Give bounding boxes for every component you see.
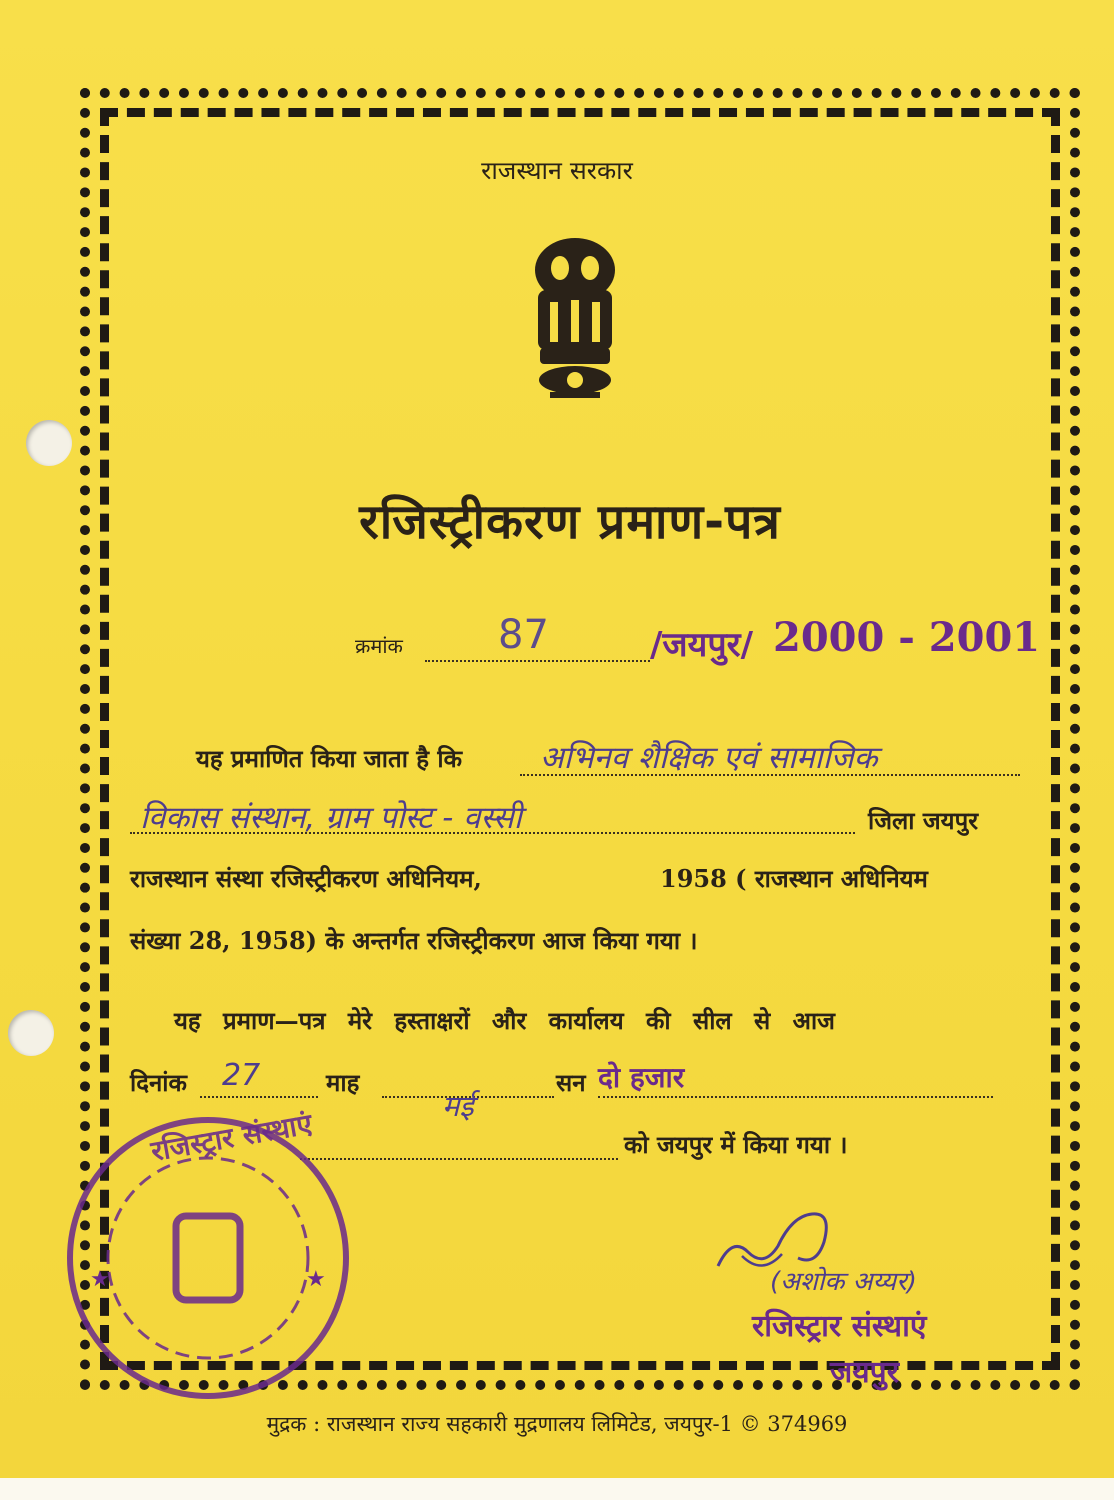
- issuance-text: यह प्रमाण—पत्र मेरे हस्ताक्षरों और कार्यालय की सील से आज: [174, 1006, 835, 1035]
- registrar-place-stamp: जयपुर: [830, 1355, 899, 1390]
- certification-intro: यह प्रमाणित किया जाता है कि: [196, 744, 463, 773]
- svg-text:★: ★: [90, 1267, 110, 1292]
- serial-number-line: [425, 660, 650, 662]
- national-emblem-icon: [520, 230, 630, 410]
- certificate-title: रजिस्ट्रीकरण प्रमाण-पत्र: [359, 494, 781, 550]
- month-label: माह: [326, 1068, 360, 1097]
- district-label: जिला जयपुर: [868, 806, 979, 835]
- act-text-1a: राजस्थान संस्था रजिस्ट्रीकरण अधिनियम,: [130, 864, 482, 893]
- signatory-name: (अशोक अय्यर): [770, 1267, 917, 1297]
- serial-number: 87: [498, 612, 549, 658]
- issue-day: 27: [222, 1058, 261, 1093]
- organisation-name-line1: अभिनव शैक्षिक एवं सामाजिक: [540, 740, 878, 776]
- issue-month: मई: [442, 1089, 474, 1123]
- printer-imprint: मुद्रक : राजस्थान राज्य सहकारी मुद्रणालय लिमिटेड, जयपुर-1 © 374969: [266, 1412, 848, 1436]
- issue-year-stamp: दो हजार: [598, 1061, 685, 1094]
- serial-label: क्रमांक: [355, 634, 403, 658]
- serial-place-stamp: /जयपुर/: [650, 625, 754, 665]
- act-text-2: संख्या 28, 1958) के अन्तर्गत रजिस्ट्रीकरण आज किया गया ।: [130, 926, 698, 955]
- scan-margin: [0, 1478, 1114, 1500]
- year-line: [598, 1096, 993, 1098]
- registrar-designation-stamp: रजिस्ट्रार संस्थाएं: [752, 1309, 927, 1344]
- year-label: सन: [556, 1068, 586, 1097]
- seal-text: रजिस्ट्रार संस्थाएं: [148, 1107, 315, 1168]
- punch-hole-bottom: [8, 1010, 54, 1056]
- svg-text:★: ★: [306, 1267, 326, 1292]
- government-heading: राजस्थान सरकार: [481, 156, 633, 185]
- date-label: दिनांक: [130, 1068, 187, 1097]
- punch-hole-top: [26, 420, 72, 466]
- organisation-name-line2: विकास संस्थान, ग्राम पोस्ट - वस्सी: [140, 800, 522, 836]
- place-text: को जयपुर में किया गया ।: [624, 1130, 848, 1159]
- serial-year: 2000 - 2001: [773, 614, 1041, 661]
- act-text-1b: 1958 ( राजस्थान अधिनियम: [660, 864, 928, 893]
- day-line: [200, 1096, 318, 1098]
